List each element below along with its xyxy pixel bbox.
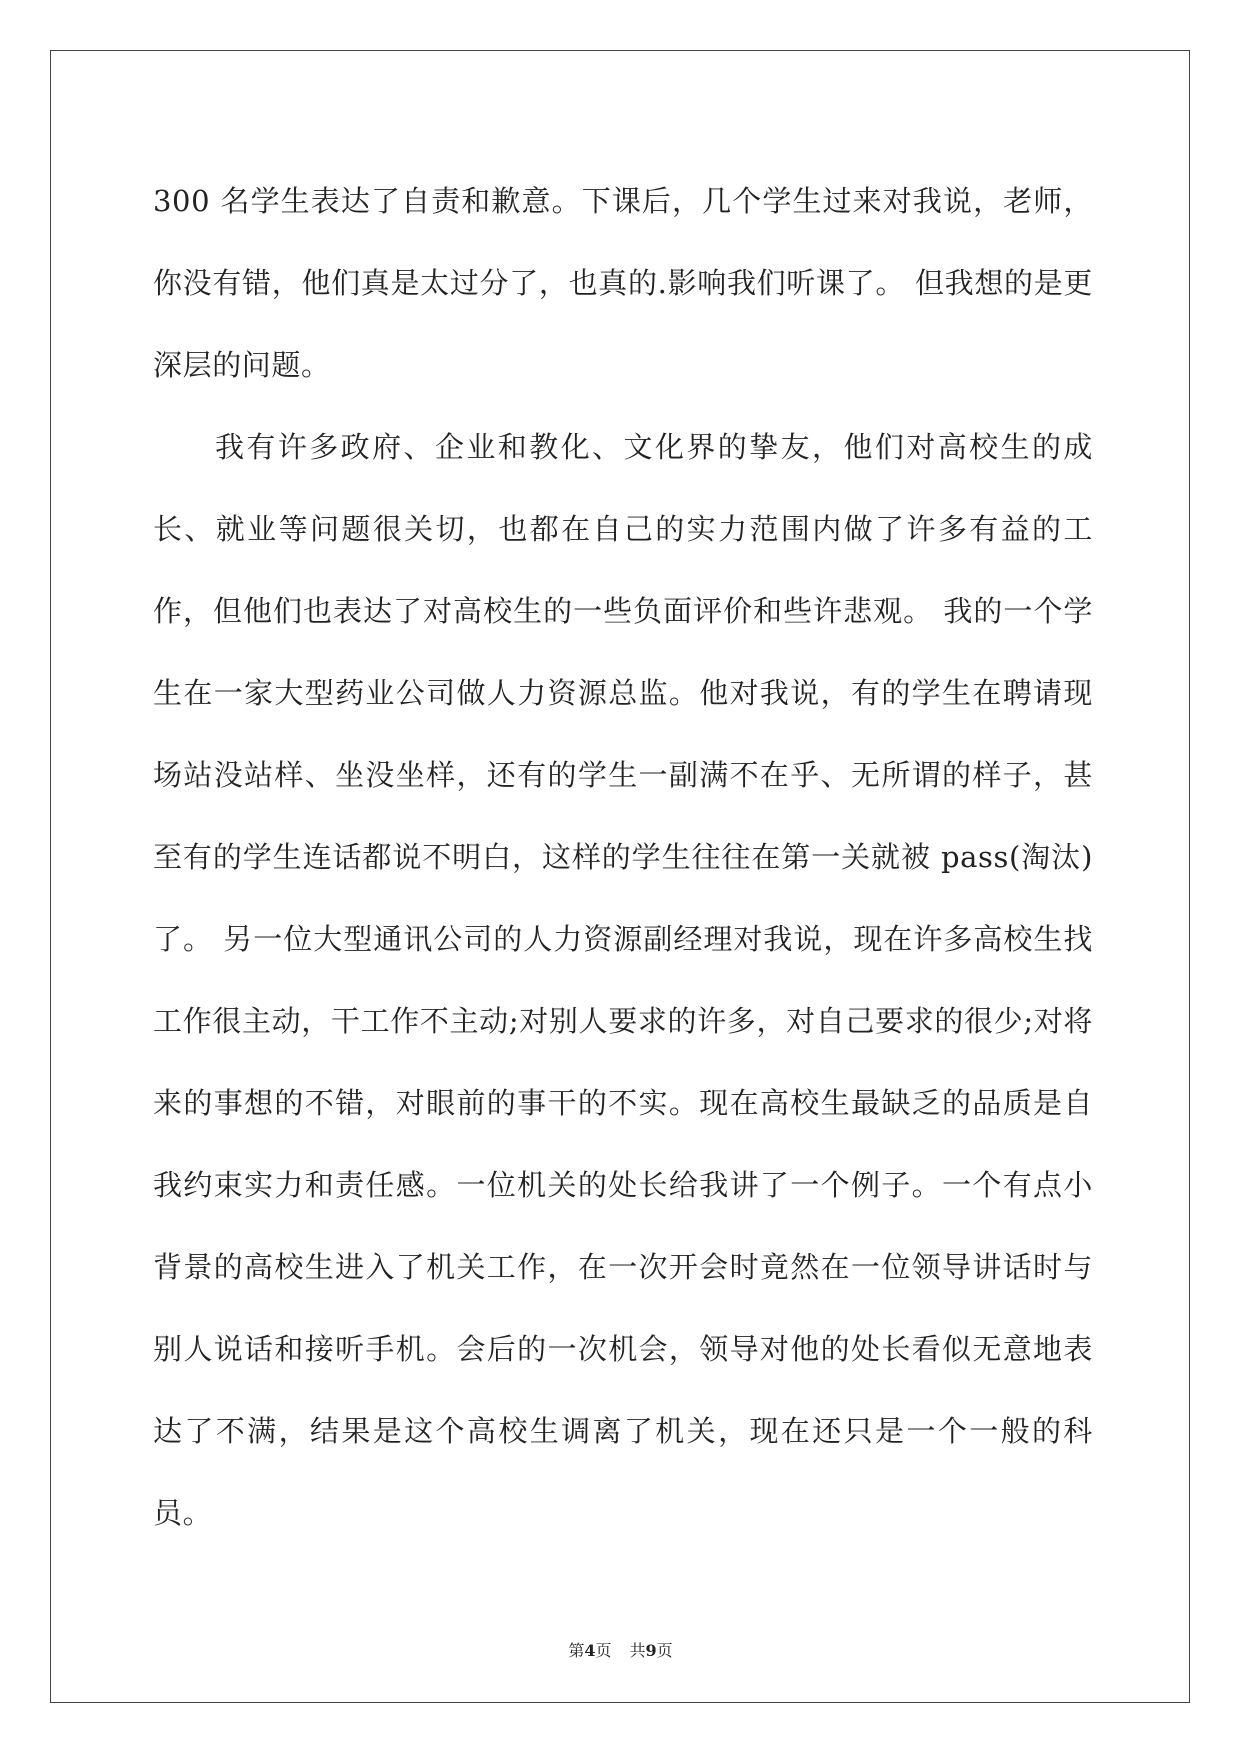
paragraph-2: 我有许多政府、企业和教化、文化界的挚友，他们对高校生的成长、就业等问题很关切，也都在自己的实力范围内做了许多有益的工作，但他们也表达了对高校生的一些负面评价和些许悲观。 我的一个学生在一家大型药业公司做人力资源总监。他对我说，有的学生在聘请现场站没站样、坐没坐样，还有的学生一副满不在乎、无所谓的样子，甚至有的学生连话都说不明白，这样的学生往往在第一关就被 pass(淘汰)了。 另一位大型通讯公司的人力资源副经理对我说，现在许多高校生找工作很主动，干工作不主动;对别人要求的许多，对自己要求的很少;对将来的事想的不错，对眼前的事干的不实。现在高校生最缺乏的品质是自我约束实力和责任感。一位机关的处长给我讲了一个例子。一个有点小背景的高校生进入了机关工作，在一次开会时竟然在一位领导讲话时与别人说话和接听手机。会后的一次机会，领导对他的处长看似无意地表达了不满，结果是这个高校生调离了机关，现在还只是一个一般的科员。: [153, 430, 1093, 1530]
document-body: [153, 160, 1093, 1554]
total-unit: 页: [656, 1641, 673, 1660]
total-prefix: 共: [629, 1641, 646, 1660]
paragraph-1: 300 名学生表达了自责和歉意。下课后，几个学生过来对我说，老师，你没有错，他们真是太过分了，也真的.影响我们听课了。 但我想的是更深层的问题。: [153, 184, 1093, 382]
page-prefix: 第: [568, 1641, 585, 1660]
total-page-number: 9: [645, 1641, 657, 1660]
page-footer: [0, 1638, 1241, 1661]
page-unit: 页: [595, 1641, 612, 1660]
current-page-number: 4: [584, 1641, 596, 1660]
